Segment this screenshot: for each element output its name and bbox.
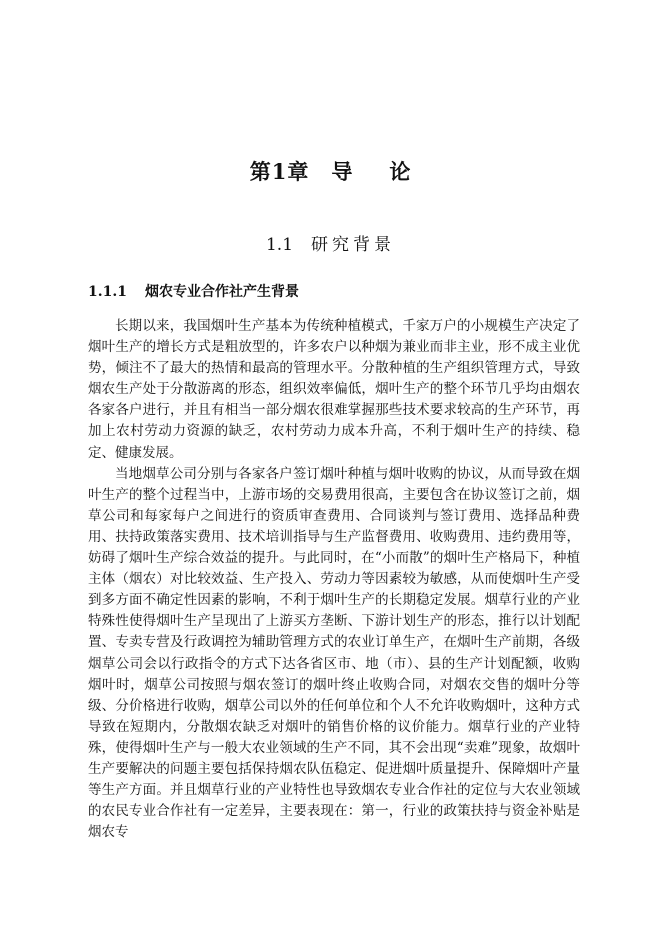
paragraph: 长期以来，我国烟叶生产基本为传统种植模式，千家万户的小规模生产决定了烟叶生产的增长方式是粗放型的，许多农户以种烟为兼业而非主业，形不成主业优势，倾注不了最大的热情和最高的管理水平。分散种植的生产组织管理方式，导致烟农生产处于分散游离的形态，组织效率偏低，烟叶生产的整个环节几乎均由烟农各家各户进行，并且有相当一部分烟农很难掌握那些技术要求较高的生产环节，再加上农村劳动力资源的缺乏，农村劳动力成本升高，不利于烟叶生产的持续、稳定、健康发展。 [88, 318, 580, 461]
chapter-label-prefix: 第 [249, 159, 272, 184]
chapter-number: 1 [271, 159, 288, 184]
section-number: 1.1 [265, 235, 294, 255]
chapter-title [0, 156, 661, 186]
paragraph: 当地烟草公司分别与各家各户签订烟叶种植与烟叶收购的协议，从而导致在烟叶生产的整个过程当中，上游市场的交易费用很高，主要包含在协议签订之前，烟草公司和每家每户之间进行的资质审查费用、合同谈判与签订费用、选择品种费用、扶持政策落实费用、技术培训指导与生产监督费用、收购费用、违约费用等，妨碍了烟叶生产综合效益的提升。与此同时，在“小而散”的烟叶生产格局下，种植主体（烟农）对比较效益、生产投入、劳动力等因素较为敏感，从而使烟叶生产受到多方面不确定性因素的影响，不利于烟叶生产的长期稳定发展。烟草行业的产业特殊性使得烟叶生产呈现出了上游买方垄断、下游计划生产的形态，推行以计划配置、专卖专营及行政调控为辅助管理方式的农业订单生产，在烟叶生产前期，各级烟草公司会以行政指令的方式下达各省区市、地（市）、县的生产计划配额，收购烟叶时，烟草公司按照与烟农签订的烟叶终止收购合同，对烟农交售的烟叶分等级、分价格进行收购，烟草公司以外的任何单位和个人不允许收购烟叶，这种方式导致在短期内，分散烟农缺乏对烟叶的销售价格的议价能力。烟草行业的产业特殊，使得烟叶生产与一般大农业领域的生产不同，其不会出现“卖难”现象，故烟叶生产要解决的问题主要包括保持烟农队伍稳定、促进烟叶质量提升、保障烟叶产量等生产方面。并且烟草行业的产业特性也导致烟农专业合作社的定位与大农业领域的农民专业合作社有一定差异，主要表现在：第一，行业的政策扶持与资金补贴是烟农专 [88, 465, 580, 841]
subsection-title: 烟农专业合作社产生背景 [144, 284, 299, 300]
chapter-title-char-1: 导 [331, 159, 354, 184]
subsection-number: 1.1.1 [88, 284, 127, 300]
body-text [88, 316, 580, 843]
section-title: 研究背景 [311, 235, 396, 255]
section-heading [0, 230, 661, 255]
subsection-heading [88, 281, 299, 301]
chapter-title-char-2: 论 [389, 159, 412, 184]
chapter-label-suffix: 章 [287, 159, 310, 184]
